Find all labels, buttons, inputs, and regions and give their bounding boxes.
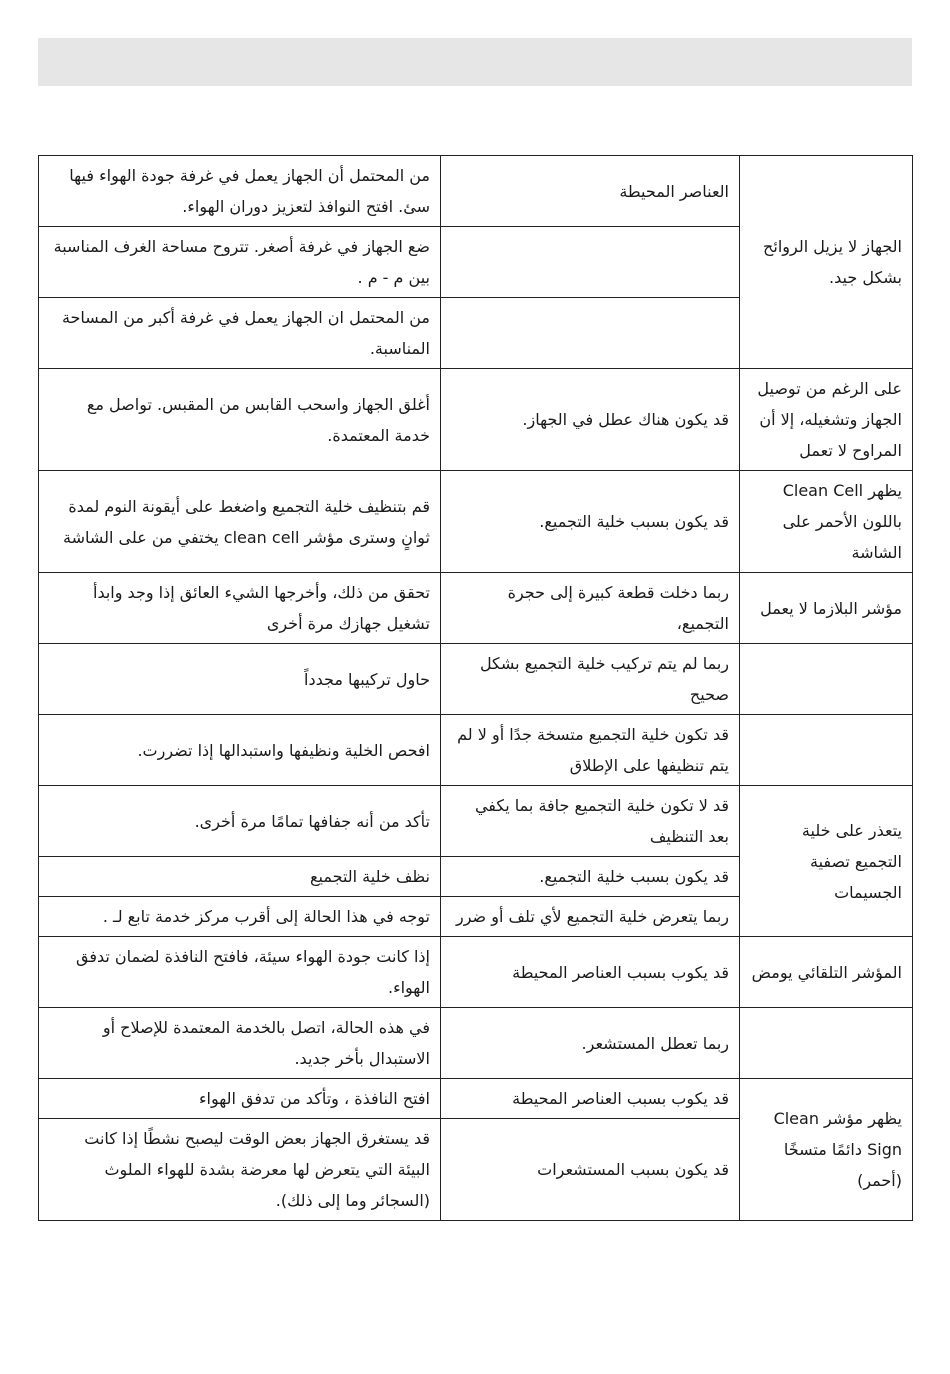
solution-cell: قد يستغرق الجهاز بعض الوقت ليصبح نشطًا إذا كانت البيئة التي يتعرض لها معرضة بشدة للهواء الملوث (السجائر وما إلى ذلك). — [39, 1119, 441, 1221]
table-row — [39, 471, 913, 573]
table-row — [39, 937, 913, 1008]
table-row — [39, 573, 913, 644]
cause-cell — [441, 227, 740, 298]
solution-cell: من المحتمل أن الجهاز يعمل في غرفة جودة الهواء فيها سئ. افتح النوافذ لتعزيز دوران الهواء. — [39, 156, 441, 227]
solution-cell: حاول تركيبها مجدداً — [39, 644, 441, 715]
table-row — [39, 1008, 913, 1079]
solution-cell: افتح النافذة ، وتأكد من تدفق الهواء — [39, 1079, 441, 1119]
table-row — [39, 644, 913, 715]
cause-cell: قد يكوب بسبب العناصر المحيطة — [441, 1079, 740, 1119]
table-row — [39, 156, 913, 227]
solution-cell: أغلق الجهاز واسحب القابس من المقبس. تواصل مع خدمة المعتمدة. — [39, 369, 441, 471]
cause-cell: قد يكون بسبب خلية التجميع. — [441, 471, 740, 573]
solution-cell: قم بتنظيف خلية التجميع واضغط على أيقونة النوم لمدة ثوانٍ وسترى مؤشر clean cell يختفي من على الشاشة — [39, 471, 441, 573]
solution-cell: في هذه الحالة، اتصل بالخدمة المعتمدة للإصلاح أو الاستبدال بأخر جديد. — [39, 1008, 441, 1079]
cause-cell: قد يكوب بسبب العناصر المحيطة — [441, 937, 740, 1008]
problem-cell — [740, 644, 913, 715]
problem-cell: يتعذر على خلية التجميع تصفية الجسيمات — [740, 786, 913, 937]
problem-cell: مؤشر البلازما لا يعمل — [740, 573, 913, 644]
problem-cell: يظهر Clean Cell باللون الأحمر على الشاشة — [740, 471, 913, 573]
cause-cell: قد يكون هناك عطل في الجهاز. — [441, 369, 740, 471]
troubleshooting-table — [38, 155, 913, 1221]
problem-cell: يظهر مؤشر Clean Sign دائمًا متسخًا (أحمر) — [740, 1079, 913, 1221]
table-row — [39, 715, 913, 786]
solution-cell: إذا كانت جودة الهواء سيئة، فافتح النافذة لضمان تدفق الهواء. — [39, 937, 441, 1008]
problem-cell: الجهاز لا يزيل الروائح بشكل جيد. — [740, 156, 913, 369]
cause-cell: قد يكون بسبب خلية التجميع. — [441, 857, 740, 897]
table-row — [39, 369, 913, 471]
solution-cell: من المحتمل ان الجهاز يعمل في غرفة أكبر من المساحة المناسبة. — [39, 298, 441, 369]
cause-cell: قد تكون خلية التجميع متسخة جدًا أو لا لم يتم تنظيفها على الإطلاق — [441, 715, 740, 786]
problem-cell — [740, 1008, 913, 1079]
solution-cell: نظف خلية التجميع — [39, 857, 441, 897]
cause-cell: ربما يتعرض خلية التجميع لأي تلف أو ضرر — [441, 897, 740, 937]
cause-cell: قد يكون بسبب المستشعرات — [441, 1119, 740, 1221]
cause-cell — [441, 298, 740, 369]
table-row — [39, 1079, 913, 1119]
problem-cell: على الرغم من توصيل الجهاز وتشغيله، إلا أن المراوح لا تعمل — [740, 369, 913, 471]
cause-cell: ربما دخلت قطعة كبيرة إلى حجرة التجميع، — [441, 573, 740, 644]
solution-cell: ضع الجهاز في غرفة أصغر. تتروح مساحة الغرف المناسبة بين م - م . — [39, 227, 441, 298]
solution-cell: توجه في هذا الحالة إلى أقرب مركز خدمة تابع لـ . — [39, 897, 441, 937]
cause-cell: قد لا تكون خلية التجميع جافة بما يكفي بعد التنظيف — [441, 786, 740, 857]
problem-cell: المؤشر التلقائي يومض — [740, 937, 913, 1008]
solution-cell: افحص الخلية ونظيفها واستبدالها إذا تضررت. — [39, 715, 441, 786]
header-bar — [38, 38, 912, 86]
table-row — [39, 786, 913, 857]
solution-cell: تحقق من ذلك، وأخرجها الشيء العائق إذا وجد وابدأ تشغيل جهازك مرة أخرى — [39, 573, 441, 644]
cause-cell: ربما لم يتم تركيب خلية التجميع بشكل صحيح — [441, 644, 740, 715]
solution-cell: تأكد من أنه جفافها تمامًا مرة أخرى. — [39, 786, 441, 857]
cause-cell: ربما تعطل المستشعر. — [441, 1008, 740, 1079]
cause-cell: العناصر المحيطة — [441, 156, 740, 227]
problem-cell — [740, 715, 913, 786]
